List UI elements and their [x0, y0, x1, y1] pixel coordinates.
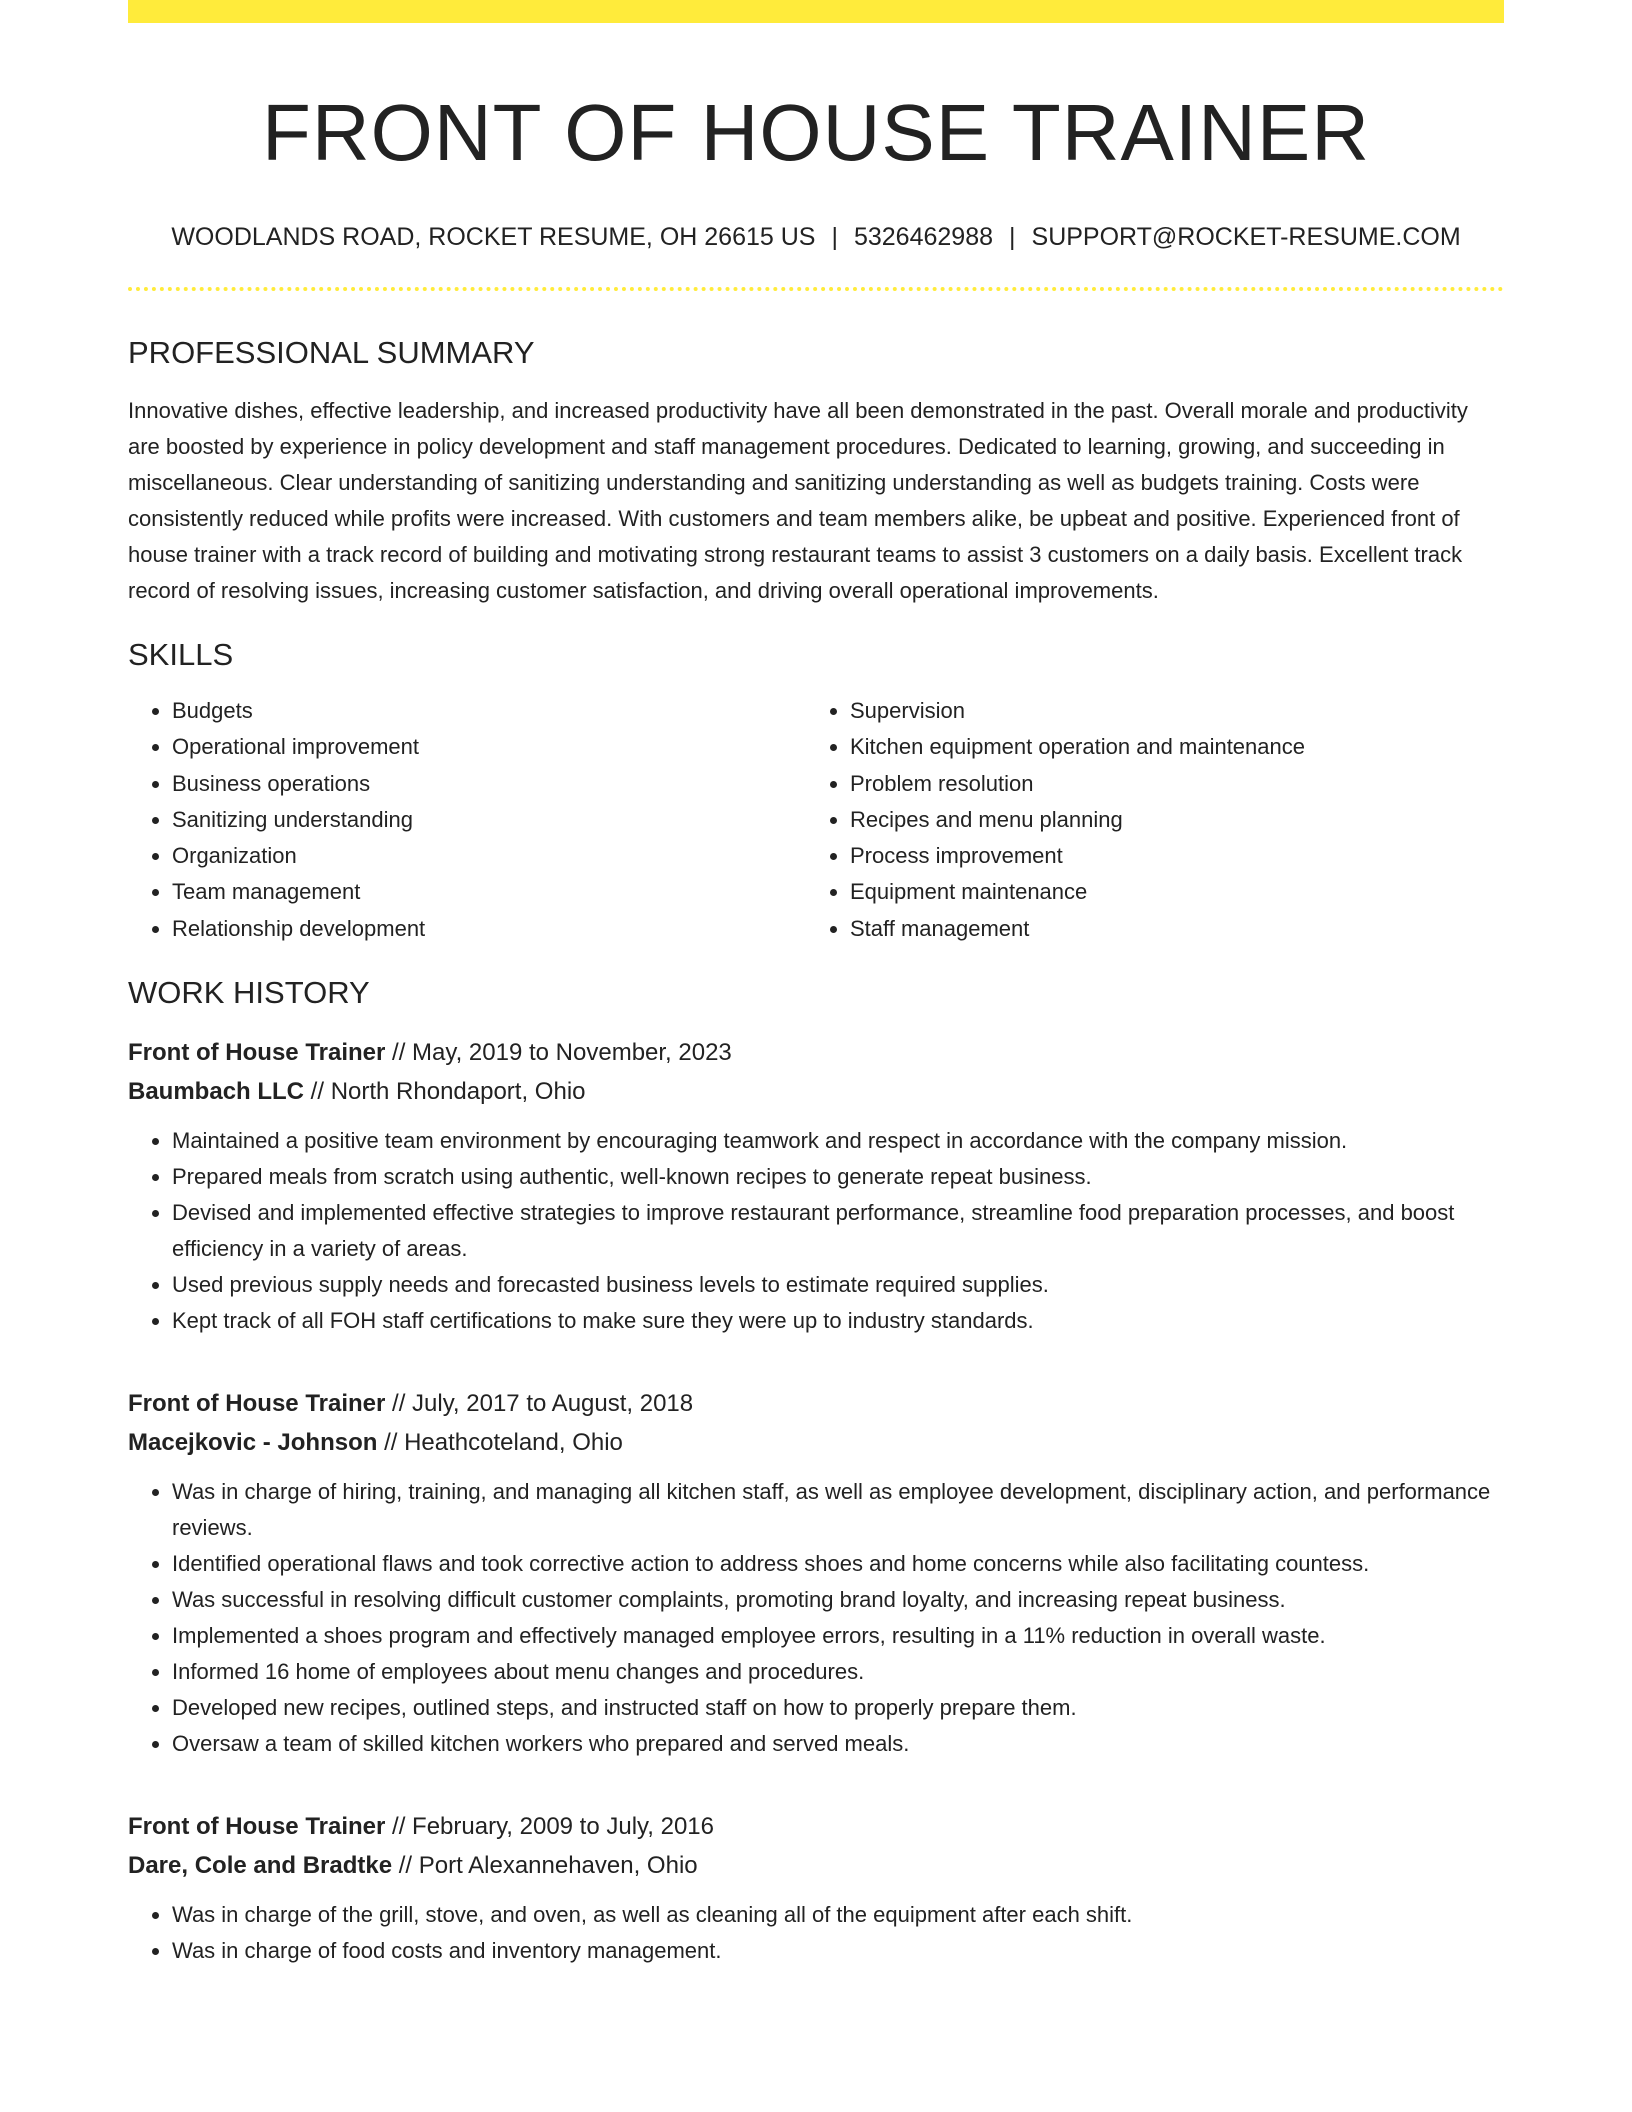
contact-address: WOODLANDS ROAD, ROCKET RESUME, OH 26615 US: [171, 223, 816, 251]
job-bullet: • Was in charge of the grill, stove, and oven, as well as cleaning all of the equipment after each shift.: [172, 1897, 1504, 1933]
job-bullet: • Informed 16 home of employees about menu changes and procedures.: [172, 1654, 1504, 1690]
job-bullets: [128, 1474, 1504, 1762]
job-title: Front of House Trainer: [128, 1813, 386, 1841]
contact-separator: |: [831, 223, 838, 251]
job-bullets: [128, 1123, 1504, 1339]
job-company: Dare, Cole and Bradtke: [128, 1852, 393, 1880]
contact-phone: 5326462988: [853, 223, 994, 251]
summary-text: Innovative dishes, effective leadership, and increased productivity have all been demonstrated in the past. Overall morale and productivity are boosted by experience in policy development and staff management procedures. Dedicated to learning, growing, and succeeding in miscellaneous. Clear understanding of sanitizing understanding and sanitizing understanding as well as budgets training. Costs were consistently reduced while profits were increased. With customers and team members alike, be upbeat and positive. Experienced front of house trainer with a track record of building and motivating strong restaurant teams to assist 3 customers on a daily basis. Excellent track record of resolving issues, increasing customer satisfaction, and driving overall operational improvements.: [128, 398, 1468, 603]
job-entry: [128, 1807, 1504, 1969]
accent-top-bar: [128, 0, 1504, 23]
job-company: Macejkovic - Johnson: [128, 1429, 378, 1457]
resume-page: [128, 0, 1504, 1969]
job-bullet: • Was in charge of food costs and inventory management.: [172, 1933, 1504, 1969]
skills-column-right: [806, 693, 1484, 947]
job-company-line: [128, 1072, 1504, 1111]
dotted-divider: [128, 287, 1504, 291]
job-bullet: • Was in charge of hiring, training, and managing all kitchen staff, as well as employee development, disciplinary action, and performance reviews.: [172, 1474, 1504, 1546]
skill-item: • Staff management: [850, 911, 1484, 947]
skill-item: • Recipes and menu planning: [850, 802, 1484, 838]
job-dates: // July, 2017 to August, 2018: [385, 1390, 694, 1418]
job-bullet: • Prepared meals from scratch using authentic, well-known recipes to generate repeat business.: [172, 1159, 1504, 1195]
job-title-line: [128, 1807, 1504, 1846]
job-title-line: [128, 1384, 1504, 1423]
job-location: // Heathcoteland, Ohio: [377, 1429, 623, 1457]
job-bullet: • Maintained a positive team environment by encouraging teamwork and respect in accordance with the company mission.: [172, 1123, 1504, 1159]
job-entry: [128, 1033, 1504, 1339]
job-bullet: • Implemented a shoes program and effectively managed employee errors, resulting in a 11% reduction in overall waste.: [172, 1618, 1504, 1654]
skill-item: • Supervision: [850, 693, 1484, 729]
job-company-line: [128, 1846, 1504, 1885]
job-company: Baumbach LLC: [128, 1078, 305, 1106]
skill-item: • Organization: [172, 838, 806, 874]
job-dates: // February, 2009 to July, 2016: [385, 1813, 714, 1841]
summary-heading: PROFESSIONAL SUMMARY: [128, 335, 535, 370]
skills-column-left: [128, 693, 806, 947]
skill-item: • Equipment maintenance: [850, 874, 1484, 910]
skills-list: [128, 693, 1504, 947]
job-location: // North Rhondaport, Ohio: [304, 1078, 586, 1106]
skill-item: • Relationship development: [172, 911, 806, 947]
contact-email[interactable]: SUPPORT@ROCKET-RESUME.COM: [1031, 223, 1461, 251]
skill-item: • Kitchen equipment operation and maintenance: [850, 729, 1484, 765]
job-dates: // May, 2019 to November, 2023: [385, 1039, 732, 1067]
job-bullet: • Kept track of all FOH staff certifications to make sure they were up to industry standards.: [172, 1303, 1504, 1339]
skill-item: • Operational improvement: [172, 729, 806, 765]
job-title: Front of House Trainer: [128, 1039, 386, 1067]
job-bullet: • Oversaw a team of skilled kitchen workers who prepared and served meals.: [172, 1726, 1504, 1762]
job-title: Front of House Trainer: [128, 1390, 386, 1418]
skills-heading: SKILLS: [128, 637, 234, 672]
job-bullets: [128, 1897, 1504, 1969]
skill-item: • Business operations: [172, 766, 806, 802]
job-company-line: [128, 1423, 1504, 1462]
job-entry: [128, 1384, 1504, 1762]
job-bullet: • Developed new recipes, outlined steps, and instructed staff on how to properly prepare them.: [172, 1690, 1504, 1726]
work-history-heading: WORK HISTORY: [128, 975, 370, 1011]
skill-item: • Team management: [172, 874, 806, 910]
job-bullet: • Used previous supply needs and forecasted business levels to estimate required supplies.: [172, 1267, 1504, 1303]
skill-item: • Process improvement: [850, 838, 1484, 874]
job-bullet: • Devised and implemented effective strategies to improve restaurant performance, streamline food preparation processes, and boost efficiency in a variety of areas.: [172, 1195, 1504, 1267]
resume-name: FRONT OF HOUSE TRAINER: [261, 88, 1370, 177]
job-bullet: • Identified operational flaws and took corrective action to address shoes and home concerns while also facilitating countess.: [172, 1546, 1504, 1582]
skill-item: • Problem resolution: [850, 766, 1484, 802]
contact-line: [128, 217, 1504, 257]
job-bullet: • Was successful in resolving difficult customer complaints, promoting brand loyalty, and increasing repeat business.: [172, 1582, 1504, 1618]
contact-separator: |: [1009, 223, 1016, 251]
skill-item: • Sanitizing understanding: [172, 802, 806, 838]
job-title-line: [128, 1033, 1504, 1072]
skill-item: • Budgets: [172, 693, 806, 729]
job-location: // Port Alexannehaven, Ohio: [392, 1852, 698, 1880]
